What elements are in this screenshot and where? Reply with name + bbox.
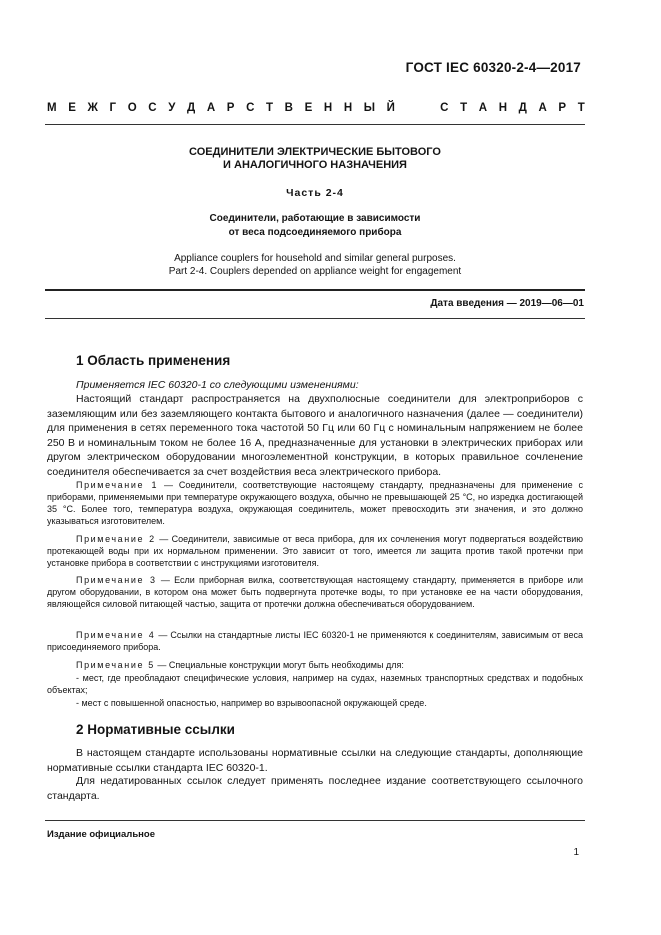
paragraph-text: Настоящий стандарт распространяется на двухполюсные соединители для электроприборов с заземляющим или без заземляющего контакта бытового и аналогичного назначения (далее — соединители) для применения в сетях переменного тока частотой 50 Гц или 60 Гц с номинальным напряжением не более 250 В и номинальным током не более 16 А, предназначенные для установки в электрических приборах или другом электрическом оборудовании многоэлементной конструкции, в которых правильное сочленение соединителя обеспечивается за счет воздействия веса электрического прибора. [47,393,583,478]
page-number: 1 [573,847,579,858]
intro-text: Применяется IEC 60320-1 со следующими изменениями: [76,379,359,391]
banner-letter: О [127,102,137,114]
banner-letter: С [148,102,157,114]
effective-date: Дата введения — 2019—06—01 [430,298,584,309]
banner-letter: Т [577,102,585,114]
edition-label: Издание официальное [47,829,155,840]
section-2-paragraph-1 [47,746,583,775]
note-text: — Если приборная вилка, соответствующая настоящему стандарту, применяется в приборе или другом оборудовании, в котором она может быть подвергнута протечке воды, то при установке ее на части оборудования, являющейся силовой питающей частью, защита от протечки должна обеспечиваться оборудованием. [47,575,583,609]
banner-letter: Т [266,102,274,114]
note-3 [47,574,583,610]
english-title-line-1: Appliance couplers for household and similar general purposes. [174,253,456,264]
note-text: — Ссылки на стандартные листы IEC 60320-1 не применяются к соединителям, зависимым от веса присоединяемого прибора. [47,630,583,652]
note-label: Примечание 2 [76,534,156,544]
header-rule [45,124,585,125]
note-5 [47,659,583,671]
banner-letter: А [206,102,216,114]
banner-letter: Д [518,102,527,114]
banner-letter: Н [323,102,333,114]
banner-letter: Г [109,102,117,114]
title-line-1: СОЕДИНИТЕЛИ ЭЛЕКТРИЧЕСКИЕ БЫТОВОГО [189,146,441,158]
subtitle-line-1: Соединители, работающие в зависимости [209,213,421,224]
note-4 [47,629,583,653]
document-id: ГОСТ IEC 60320-2-4—2017 [405,60,581,75]
banner-letter: Р [558,102,567,114]
note-1 [47,479,583,527]
banner-letter: Е [304,102,313,114]
section-2-paragraph-2 [47,774,583,803]
banner-letter: Д [187,102,196,114]
note-label: Примечание 5 [76,660,155,670]
title-line-2: И АНАЛОГИЧНОГО НАЗНАЧЕНИЯ [223,159,407,171]
note-label: Примечание 4 [76,630,156,640]
standard-banner [47,102,585,114]
banner-letter: А [478,102,488,114]
note-label: Примечание 1 [76,480,159,490]
banner-letter: Й [386,102,395,114]
section-1-heading: 1 Область применения [76,353,231,368]
note-text: — Специальные конструкции могут быть необходимы для: [154,660,404,670]
paragraph-text: Для недатированных ссылок следует применять последнее издание соответствующего ссылочного стандарта. [47,775,583,802]
section-1-intro [47,378,583,393]
list-item: - мест с повышенной опасностью, например во взрывоопасной окружающей среде. [76,698,427,708]
banner-letter: В [284,102,293,114]
banner-letter: Ы [363,102,376,114]
note-5-item-2 [47,697,583,709]
date-rule [45,318,585,319]
banner-letter: Н [343,102,353,114]
banner-letter: М [47,102,57,114]
english-title-line-2: Part 2-4. Couplers depended on appliance weight for engagement [168,266,462,277]
title-rule [45,289,585,291]
banner-letter: А [538,102,547,114]
banner-letter: С [246,102,255,114]
note-label: Примечание 3 [76,575,157,585]
english-title [45,252,585,278]
note-2 [47,533,583,569]
banner-letter: Ж [87,102,98,114]
footer-rule [45,820,585,821]
list-item: - мест, где преобладают специфические условия, например на судах, наземных транспортных средствах и подобных объектах; [47,673,583,695]
banner-letter: С [440,102,449,114]
banner-letter: Н [498,102,508,114]
note-5-item-1 [47,672,583,696]
note-text: — Соединители, зависимые от веса прибора, для их сочленения могут подвергаться воздействию протекающей воды при их нормальном применении. Это зависит от того, имеется ли защита против такой протечки при установке прибора в соответствии с инструкциями изготовителя. [47,534,583,568]
document-title [45,146,585,172]
note-text: — Соединители, соответствующие настоящему стандарту, предназначены для применение с приборами, применяемыми при температуре окружающего воздуха, обычно не превышающей 25 °С, но изредка достигающей 35 °С. Более того, температура воздуха, окружающая соединитель, может превосходить эти значения, и это должно указываться изготовителем. [47,480,583,526]
banner-letter: Р [226,102,235,114]
subtitle-line-2: от веса подсоединяемого прибора [228,227,402,238]
section-2-heading: 2 Нормативные ссылки [76,722,235,737]
part-label: Часть 2-4 [286,187,344,199]
banner-letter: Т [460,102,468,114]
banner-gap [407,102,429,114]
document-subtitle [45,212,585,240]
section-1-paragraph [47,392,583,480]
banner-letter: У [168,102,176,114]
paragraph-text: В настоящем стандарте использованы нормативные ссылки на следующие стандарты, дополняющие нормативные ссылки стандарта IEC 60320-1. [47,747,583,774]
banner-letter: Е [68,102,76,114]
